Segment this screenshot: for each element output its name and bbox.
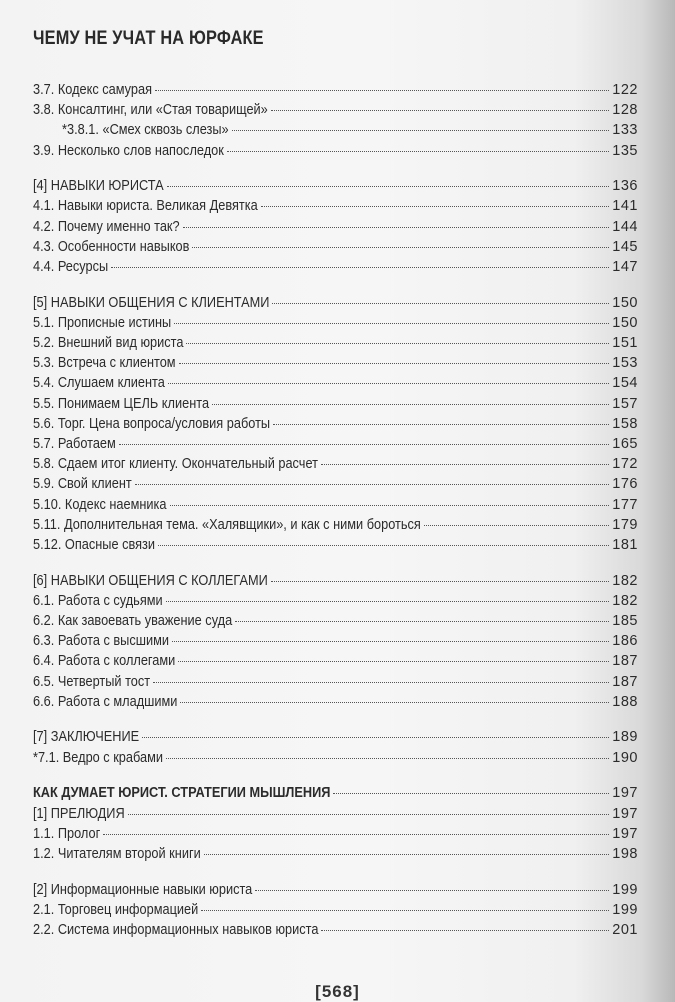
dot-leader	[272, 302, 609, 304]
dot-leader	[174, 322, 609, 324]
section-gap	[33, 712, 638, 728]
toc-entry	[33, 237, 638, 257]
entry-label: 2.1. Торговец информацией	[33, 901, 199, 918]
entry-page: 181	[612, 536, 638, 553]
entry-page: 147	[612, 259, 638, 275]
entry-label: [1] ПРЕЛЮДИЯ	[33, 805, 125, 822]
entry-page: 165	[612, 436, 638, 452]
entry-page: 141	[612, 198, 638, 215]
toc-part-heading	[33, 783, 638, 803]
toc-entry	[33, 920, 638, 940]
toc-entry	[33, 434, 638, 454]
dot-leader	[128, 813, 610, 815]
entry-page: 145	[612, 238, 638, 255]
entry-label: 4.4. Ресурсы	[33, 259, 109, 275]
entry-page: 179	[612, 516, 638, 533]
dot-leader	[232, 129, 610, 131]
toc-entry	[33, 333, 638, 353]
dot-leader	[321, 463, 609, 465]
dot-leader	[172, 640, 609, 642]
entry-label: [7] ЗАКЛЮЧЕНИЕ	[33, 729, 140, 746]
section-gap	[33, 277, 638, 293]
entry-label: 5.12. Опасные связи	[33, 536, 156, 553]
toc-entry	[33, 535, 638, 555]
entry-page: 187	[612, 673, 638, 690]
entry-page: 176	[612, 476, 638, 493]
dot-leader	[111, 266, 609, 268]
toc-chapter	[33, 804, 638, 824]
entry-label: 6.2. Как завоевать уважение суда	[33, 613, 233, 629]
toc-entry	[33, 631, 638, 651]
dot-leader	[180, 701, 609, 703]
toc-entry	[33, 353, 638, 373]
section-gap	[33, 161, 638, 177]
entry-label: 5.9. Свой клиент	[33, 476, 132, 493]
dot-leader	[135, 483, 610, 485]
entry-page: 188	[612, 693, 638, 710]
entry-page: 153	[612, 355, 638, 372]
entry-label: 6.4. Работа с коллегами	[33, 653, 176, 670]
entry-page: 197	[612, 785, 638, 802]
toc-entry	[33, 515, 638, 535]
toc-entry	[33, 748, 638, 768]
entry-label: 3.9. Несколько слов напоследок	[33, 142, 224, 159]
toc-entry	[33, 100, 638, 120]
toc-chapter	[33, 571, 638, 591]
toc-entry	[33, 373, 638, 393]
toc-entry	[33, 591, 638, 611]
dot-leader	[227, 150, 609, 152]
entry-page: 187	[612, 653, 638, 670]
dot-leader	[201, 909, 609, 911]
entry-label: 5.1. Прописные истины	[33, 314, 172, 331]
entry-page: 177	[612, 496, 638, 513]
entry-page: 172	[612, 456, 638, 473]
dot-leader	[255, 889, 609, 891]
entry-page: 201	[612, 921, 638, 938]
dot-leader	[166, 757, 609, 759]
entry-label: 6.6. Работа с младшими	[33, 693, 178, 710]
entry-label: 5.3. Встреча с клиентом	[33, 355, 176, 372]
toc-chapter	[33, 727, 638, 747]
entry-label: 2.2. Система информационных навыков юриста	[33, 921, 319, 938]
section-gap	[33, 864, 638, 880]
entry-label: 5.6. Торг. Цена вопроса/условия работы	[33, 415, 271, 432]
dot-leader	[179, 362, 610, 364]
dot-leader	[235, 620, 609, 622]
entry-page: 182	[612, 592, 638, 609]
toc-entry	[33, 474, 638, 494]
entry-page: 189	[612, 729, 638, 746]
entry-label: 5.11. Дополнительная тема. «Халявщики», и как с ними бороться	[33, 516, 421, 533]
entry-label: 6.3. Работа с высшими	[33, 633, 170, 650]
toc-chapter	[33, 176, 638, 196]
toc-entry	[33, 414, 638, 434]
toc-entry	[33, 900, 638, 920]
running-head: ЧЕМУ НЕ УЧАТ НА ЮРФАКЕ	[33, 28, 264, 49]
entry-label: 5.10. Кодекс наемника	[33, 496, 167, 513]
dot-leader	[155, 89, 609, 91]
dot-leader	[170, 504, 610, 506]
entry-page: 122	[612, 82, 638, 98]
entry-page: 144	[612, 218, 638, 235]
dot-leader	[204, 853, 610, 855]
entry-label: 3.8. Консалтинг, или «Стая товарищей»	[33, 102, 268, 119]
toc-entry	[33, 257, 638, 277]
entry-label: 4.2. Почему именно так?	[33, 218, 180, 235]
entry-page: 199	[612, 881, 638, 898]
dot-leader	[158, 544, 609, 546]
entry-label: [6] НАВЫКИ ОБЩЕНИЯ С КОЛЛЕГАМИ	[33, 572, 268, 589]
entry-page: 136	[612, 178, 638, 195]
entry-label: [4] НАВЫКИ ЮРИСТА	[33, 178, 164, 195]
entry-label: 5.2. Внешний вид юриста	[33, 335, 184, 352]
toc-entry	[33, 217, 638, 237]
toc-entry	[33, 651, 638, 671]
dot-leader	[261, 205, 610, 207]
toc-entry	[33, 844, 638, 864]
dot-leader	[424, 524, 610, 526]
dot-leader	[192, 246, 609, 248]
entry-page: 150	[612, 314, 638, 331]
dot-leader	[168, 382, 609, 384]
table-of-contents	[33, 80, 638, 940]
entry-label: КАК ДУМАЕТ ЮРИСТ. СТРАТЕГИИ МЫШЛЕНИЯ	[33, 785, 331, 802]
dot-leader	[271, 580, 610, 582]
page-number: [568]	[315, 982, 360, 1001]
entry-label: 6.5. Четвертый тост	[33, 673, 151, 690]
entry-page: 190	[612, 749, 638, 766]
toc-entry	[33, 80, 638, 100]
entry-page: 158	[612, 415, 638, 432]
dot-leader	[166, 600, 610, 602]
dot-leader	[183, 226, 610, 228]
dot-leader	[178, 660, 609, 662]
entry-label: 6.1. Работа с судьями	[33, 592, 163, 609]
entry-label: *3.8.1. «Смех сквозь слезы»	[62, 122, 229, 139]
entry-label: 5.5. Понимаем ЦЕЛЬ клиента	[33, 395, 210, 412]
toc-chapter	[33, 293, 638, 313]
toc-entry	[33, 313, 638, 333]
dot-leader	[153, 681, 609, 683]
entry-label: 3.7. Кодекс самурая	[33, 82, 153, 98]
dot-leader	[103, 833, 609, 835]
entry-page: 182	[612, 572, 638, 589]
toc-entry	[33, 394, 638, 414]
entry-page: 154	[612, 375, 638, 392]
dot-leader	[119, 443, 609, 445]
section-gap	[33, 768, 638, 784]
dot-leader	[321, 929, 609, 931]
toc-entry	[33, 120, 638, 140]
entry-label: 1.1. Пролог	[33, 825, 101, 842]
entry-page: 199	[612, 901, 638, 918]
dot-leader	[333, 792, 609, 794]
toc-chapter	[33, 880, 638, 900]
entry-label: 1.2. Читателям второй книги	[33, 845, 201, 862]
entry-page: 151	[612, 335, 638, 352]
dot-leader	[186, 342, 609, 344]
dot-leader	[271, 109, 610, 111]
entry-label: 5.8. Сдаем итог клиенту. Окончательный расчет	[33, 456, 318, 473]
entry-page: 135	[612, 142, 638, 159]
entry-label: [2] Информационные навыки юриста	[33, 881, 253, 898]
entry-page: 150	[612, 294, 638, 311]
toc-entry	[33, 672, 638, 692]
toc-entry	[33, 141, 638, 161]
toc-entry	[33, 196, 638, 216]
toc-entry	[33, 692, 638, 712]
toc-entry	[33, 611, 638, 631]
entry-page: 198	[612, 845, 638, 862]
entry-page: 133	[612, 122, 638, 139]
toc-entry	[33, 495, 638, 515]
toc-entry	[33, 454, 638, 474]
dot-leader	[273, 423, 609, 425]
dot-leader	[167, 185, 610, 187]
dot-leader	[142, 736, 609, 738]
entry-page: 197	[612, 805, 638, 822]
entry-label: 4.1. Навыки юриста. Великая Девятка	[33, 198, 258, 215]
entry-label: 5.7. Работаем	[33, 436, 116, 452]
entry-label: 5.4. Слушаем клиента	[33, 375, 165, 392]
entry-label: 4.3. Особенности навыков	[33, 238, 190, 255]
entry-label: [5] НАВЫКИ ОБЩЕНИЯ С КЛИЕНТАМИ	[33, 294, 270, 311]
section-gap	[33, 555, 638, 571]
dot-leader	[212, 403, 609, 405]
entry-page: 157	[612, 395, 638, 412]
entry-page: 185	[612, 613, 638, 629]
entry-page: 197	[612, 825, 638, 842]
toc-entry	[33, 824, 638, 844]
entry-label: *7.1. Ведро с крабами	[33, 749, 164, 766]
entry-page: 128	[612, 102, 638, 119]
entry-page: 186	[612, 633, 638, 650]
